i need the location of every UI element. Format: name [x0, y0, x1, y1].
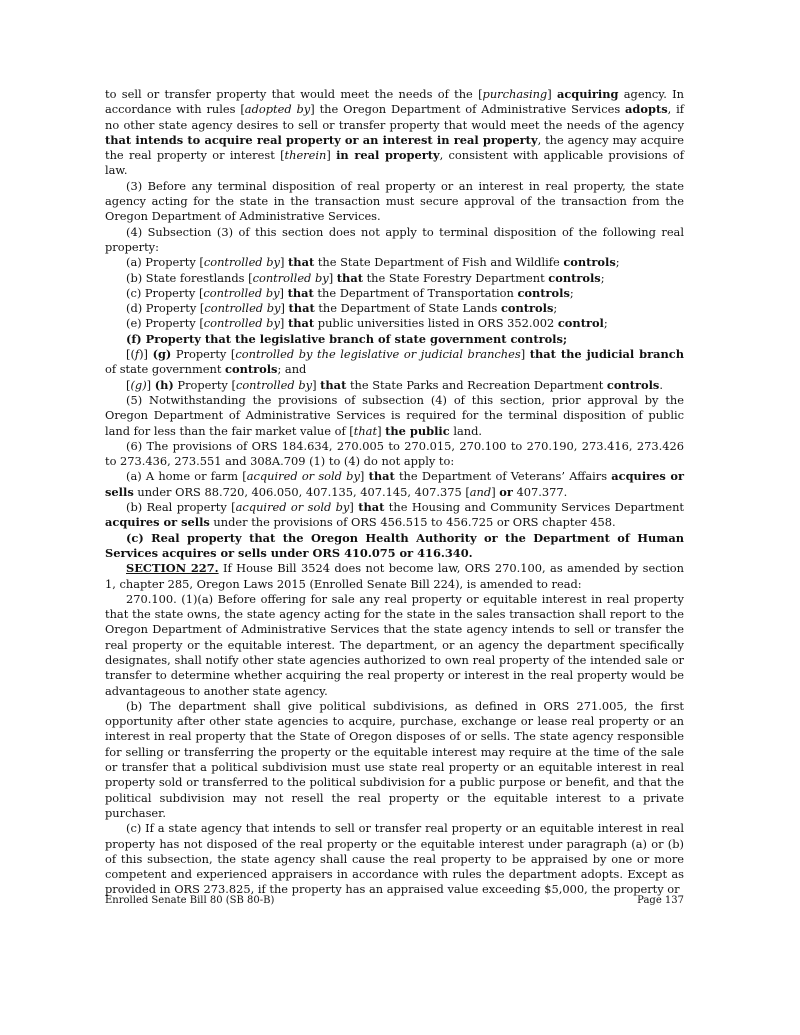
text-run: ] [349, 500, 359, 515]
text-run: the Department of State Lands [314, 301, 501, 316]
paragraph [105, 469, 684, 500]
text-run: ] [280, 301, 289, 316]
paragraph [105, 87, 684, 179]
text-run: (e) Property [ [126, 316, 204, 331]
text-run: that [336, 270, 363, 285]
text-run: control [557, 316, 604, 331]
text-run: controlled by [203, 285, 280, 300]
text-run: (5) Notwithstanding the provisions of subsection (4) of this section, prior approval by the Oregon Department of Administrative Services is required for the terminal disposition of public land for less than the fair market value of [ [105, 392, 684, 438]
text-run: ] the Oregon Department of Administrative Services [310, 102, 626, 117]
text-run: under the provisions of ORS 456.515 to 456.725 or ORS chapter 458. [209, 515, 616, 530]
text-run: that [287, 285, 314, 300]
text-run: purchasing [482, 87, 548, 101]
paragraph [105, 301, 684, 316]
text-run: ] [312, 377, 321, 392]
paragraph [105, 592, 684, 699]
text-run: acquiring [556, 87, 619, 101]
text-run: (g) [130, 377, 147, 392]
text-run: ] [146, 377, 155, 392]
text-run: acquired or sold by [235, 500, 350, 515]
text-run: (c) If a state agency that intends to sell or transfer real property or an equitable interest in real property has not disposed of the real property or the equitable interest under paragraph (a) or (b) of this subsection, the state agency shall cause the real property to be appraised by one or more competent and experienced appraisers in accordance with rules the department adopts. Except as provided in ORS 273.825, if the property has an appraised value exceeding $5,000, the property or [105, 821, 684, 897]
text-run: the Housing and Community Services Department [384, 500, 685, 515]
text-run: land. [449, 423, 483, 438]
text-run: [ [126, 377, 131, 392]
text-run: controlled by [203, 316, 280, 331]
text-run: adopted by [244, 102, 311, 117]
text-run: the Department of Transportation [313, 285, 518, 300]
paragraph [105, 225, 684, 256]
text-run: controlled by [203, 255, 280, 270]
text-run: (b) The department shall give political subdivisions, as defined in ORS 271.005, the first opportunity after other state agencies to acquire, purchase, exchange or lease real property or an interest in real property that the State of Oregon disposes of or sells. The state agency responsible for selling or transferring the property or the equitable interest may require at the time of the sale or transfer that a political subdivision must use state real property or an equitable interest in real property sold or transferred to the political subdivision for a public purpose or benefit, and that the political subdivision may not resell the real property or the equitable interest to a private purchaser. [105, 698, 684, 820]
text-run: controls [517, 285, 570, 300]
text-run: 270.100. (1)(a) Before offering for sale any real property or equitable interest in real property that the state owns, the state agency acting for the state in the sales transaction shall report to the Oregon Department of Administrative Services that the state agency intends to sell or transfer the real property or the equitable interest. The department, or an agency the department specifically designates, shall notify other state agencies authorized to own real property of the intended sale or transfer to determine whether acquiring the real property or interest in the real property would be advantageous to another state agency. [105, 591, 684, 698]
text-run: ] [328, 270, 337, 285]
text-run: (a) A home or farm [ [126, 469, 247, 484]
text-run: public universities listed in ORS 352.002 [314, 316, 558, 331]
text-run: If House Bill 3524 does not become law, ORS 270.100, as amended by section 1, chapter 285, Oregon Laws 2015 (Enrolled Senate Bill 224), is amended to read: [105, 561, 684, 591]
text-run: [( [126, 347, 135, 362]
text-run: , consistent with applicable provisions of law. [105, 148, 684, 178]
text-run: the State Parks and Recreation Department [346, 377, 607, 392]
text-run: controls [500, 301, 554, 316]
text-run: (h) [154, 377, 174, 392]
section-heading: SECTION 227. [126, 561, 219, 576]
text-run: )] [139, 347, 153, 362]
text-run: that the judicial branch [529, 347, 684, 362]
text-run: ] [279, 285, 288, 300]
text-run: that [288, 301, 315, 316]
text-run: or [499, 484, 513, 499]
footer-bill-label: Enrolled Senate Bill 80 (SB 80-B) [105, 895, 275, 906]
text-run: the State Department of Fish and Wildlife [314, 255, 564, 270]
text-run: that [358, 500, 385, 515]
paragraph [105, 699, 684, 821]
text-run: ] [326, 148, 337, 163]
text-run: acquired or sold by [246, 469, 360, 484]
text-run: (a) Property [ [126, 255, 204, 270]
text-run: . [659, 377, 663, 392]
text-run: ; and [277, 362, 307, 377]
text-run: agency. In accordance with rules [ [105, 87, 684, 117]
paragraph [105, 378, 684, 393]
text-run: adopts [625, 102, 668, 117]
text-run: the State Forestry Department [362, 270, 549, 285]
paragraph [105, 286, 684, 301]
text-run: 407.377. [512, 484, 568, 499]
text-run: controls [606, 377, 660, 392]
text-run: (g) [152, 347, 172, 362]
paragraph [105, 500, 684, 531]
text-run: the public [385, 423, 450, 438]
text-run: (d) Property [ [126, 301, 205, 316]
text-run: that [320, 377, 347, 392]
paragraph [105, 531, 684, 562]
text-run: controlled by [235, 377, 313, 392]
text-run: ] [491, 484, 500, 499]
text-run: of state government [105, 362, 226, 377]
paragraph [105, 332, 684, 347]
text-run: ] [547, 87, 557, 101]
text-run: the Department of Veterans’ Affairs [394, 469, 612, 484]
text-run: ] [279, 255, 289, 270]
paragraph [105, 347, 684, 378]
text-run: (3) Before any terminal disposition of real property or an interest in real property, the state agency acting for the state in the transaction must secure approval of the transaction from the Oregon Department of Administrative Services. [105, 178, 684, 224]
text-run: that intends to acquire real property or an interest in real property [105, 132, 538, 147]
paragraph [105, 255, 684, 270]
paragraph [105, 821, 684, 897]
text-run: that [368, 469, 395, 484]
text-run: ; [553, 301, 558, 316]
text-run: controls [563, 255, 616, 270]
text-run: Property [ [173, 377, 236, 392]
text-run: controls [548, 270, 601, 285]
text-run: ; [569, 285, 574, 300]
paragraph [105, 316, 684, 331]
text-run: that [288, 255, 315, 270]
text-run: controls [225, 362, 278, 377]
paragraph [105, 179, 684, 225]
text-run: (f) Property that the legislative branch of state government controls; [126, 331, 568, 346]
text-run: controlled by [252, 270, 329, 285]
paragraph [105, 439, 684, 470]
paragraph [105, 271, 684, 286]
text-run: acquires or sells [105, 515, 210, 530]
text-run: ] [520, 347, 530, 362]
text-run: ] [377, 423, 386, 438]
text-run: (c) Real property that the Oregon Health Authority or the Department of Human Services acquires or sells under ORS 410.075 or 416.340. [105, 530, 684, 560]
text-run: that [287, 316, 315, 331]
body-text [105, 87, 684, 898]
text-run: therein [284, 148, 327, 163]
text-run: ] [279, 316, 288, 331]
text-run: (b) Real property [ [126, 500, 236, 515]
text-run: controlled by the legislative or judicial branches [235, 347, 521, 362]
text-run: under ORS 88.720, 406.050, 407.135, 407.145, 407.375 [ [133, 484, 470, 499]
text-run: ; [603, 316, 608, 331]
text-run: (b) State forestlands [ [126, 270, 253, 285]
text-run: that [353, 423, 378, 438]
text-run: , if no other state agency desires to sell or transfer property that would meet the needs of the agency [105, 102, 684, 132]
text-run: ] [359, 469, 369, 484]
text-run: f [134, 347, 140, 362]
text-run: ; [600, 270, 605, 285]
text-run: controlled by [204, 301, 281, 316]
footer-page-number: Page 137 [637, 895, 684, 906]
text-run: (4) Subsection (3) of this section does not apply to terminal disposition of the following real property: [105, 224, 684, 254]
paragraph [105, 393, 684, 439]
text-run: and [469, 484, 492, 499]
text-run: to sell or transfer property that would meet the needs of the [ [105, 87, 483, 101]
text-run: Property [ [171, 347, 236, 362]
text-run: acquires or sells [105, 469, 684, 499]
text-run: ; [615, 255, 620, 270]
text-run: , the agency may acquire the real property or interest [ [105, 132, 685, 163]
paragraph [105, 561, 684, 592]
text-run: (6) The provisions of ORS 184.634, 270.005 to 270.015, 270.100 to 270.190, 273.416, 273.426 to 273.436, 273.551 and 308A.709 (1) to (4) do not apply to: [105, 438, 684, 469]
text-run: (c) Property [ [126, 285, 204, 300]
text-run: in real property [336, 148, 440, 163]
